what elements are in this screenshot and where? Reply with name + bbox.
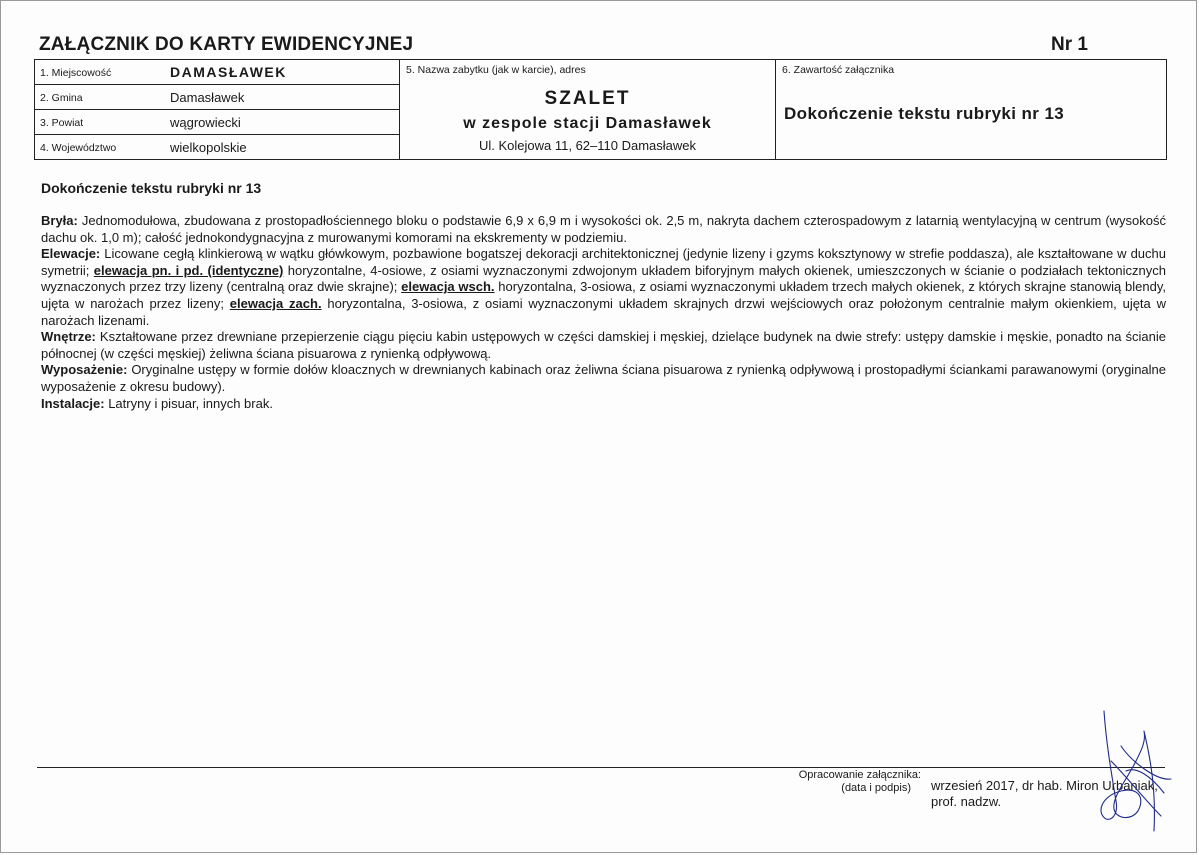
monument-name: SZALET [544,88,631,109]
text-elewacje-3: horyzontalna, 3-osiowa, z osiami wyznaczonymi układem trzech małych okienek, z których skrajne stanowią blendy, ujęta w narożach przez lizeny; [41,279,1166,311]
field-value-miejscowosc: DAMASŁAWEK [170,64,287,80]
contents-cell [776,60,1166,159]
contents-label: 6. Zawartość załącznika [782,64,895,76]
underlined-elewacja-wsch: elewacja wsch. [401,279,495,295]
handwritten-signature [1076,701,1176,841]
field-label: 4. Województwo [40,142,117,154]
footer-divider [37,767,1165,768]
text-wnetrze: Kształtowane przez drewniane przepierzenie ciągu pięciu kabin ustępowych w części damskiej i męskiej, dzielące budynek na dwie strefy: ustępy damskie i męskie, ponadto na ścianie północnej (w części męskiej) żeliwna ściana pisuarowa z rynienką odpływową. [41,329,1166,361]
field-label: 3. Powiat [40,117,84,129]
paragraph-wyposazenie [41,362,1166,395]
section-heading: Dokończenie tekstu rubryki nr 13 [41,180,262,196]
field-row-gmina [35,85,399,110]
text-elewacje-2: horyzontalne, 4-osiowe, z osiami wyznaczonymi zdwojonym układem biforyjnym małych okienek, umieszczonych w ścianie o podziałach tektonicznych wyznaczonych przez trzy lizeny (centralną oraz dwie skrajne); [41,262,1167,295]
text-wyposazenie: Oryginalne ustępy w formie dołów kloacznych w drewnianych kabinach oraz żeliwna ściana pisuarowa z rynienką odpływową i prostopadłymi ściankami parawanowymi (oryginalne wyposażenie z okresu budowy). [41,362,1166,394]
text-instalacje: Latryny i pisuar, innych brak. [104,395,273,411]
field-value-gmina: Damasławek [170,90,245,105]
text-bryla: Jednomodułowa, zbudowana z prostopadłościennego bloku o podstawie 6,9 x 6,9 m i wysokości ok. 2,5 m, nakryta dachem czterospadowym z latarnią wentylacyjną w centrum (wysokość dachu ok. 1,0 m); całość jednokondygnacyjna z murowanymi komorami na ekskrementy w podziemiu. [41,213,1166,245]
paragraph-wnetrze [41,329,1166,362]
keyword-wyposazenie: Wyposażenie: [41,362,128,378]
field-value-wojewodztwo: wielkopolskie [170,140,247,155]
location-fields [35,60,400,159]
keyword-bryla: Bryła: [41,213,78,228]
keyword-wnetrze: Wnętrze: [41,329,96,345]
keyword-instalacje: Instalacje: [41,395,105,411]
document-number: Nr 1 [1051,34,1088,55]
footer-label [781,769,921,795]
text-elewacje-1: Licowane cegłą klinkierową w wątku główkowym, pozbawione bogatszej dekoracji architektonicznej (jedynie lizeny i gzyms koksztynowy w strefie poddasza), ale kształtowane w duchu symetrii; [41,246,1166,278]
footer-author-line2: prof. nadzw. [931,794,1002,809]
field-row-miejscowosc [35,60,399,85]
field-label: 1. Miejscowość [40,67,112,79]
monument-address: Ul. Kolejowa 11, 62–110 Damasławek [478,138,697,153]
paragraph-elewacje [41,246,1166,329]
header-table [34,59,1167,160]
field-row-powiat [35,110,399,135]
monument-cell [400,60,776,159]
field-value-powiat: wągrowiecki [170,115,241,130]
body-text [41,213,1166,412]
keyword-elewacje: Elewacje: [41,246,101,262]
footer-label-line1: Opracowanie załącznika: [798,769,921,781]
paragraph-bryla [41,213,1166,246]
text-elewacje-4: horyzontalna, 3-osiowa, z osiami wyznaczonymi układem skrajnych drzwi wejściowych oraz położonym centralnie małym okienkiem, ujęta w narożach lizenami. [41,295,1166,328]
field-row-wojewodztwo [35,135,399,160]
contents-value: Dokończenie tekstu rubryki nr 13 [784,104,1065,123]
monument-label: 5. Nazwa zabytku (jak w karcie), adres [406,64,586,76]
footer-author-line1: wrzesień 2017, dr hab. Miron Urbaniak, [931,778,1158,793]
monument-subtitle: w zespole stacji Damasławek [463,115,712,132]
document-title: ZAŁĄCZNIK DO KARTY EWIDENCYJNEJ [39,34,414,55]
paragraph-instalacje [41,396,1166,413]
footer-label-line2: (data i podpis) [841,782,911,794]
underlined-elewacja-zach: elewacja zach. [229,295,322,311]
underlined-elewacja-pn-pd: elewacja pn. i pd. (identyczne) [93,262,284,278]
field-label: 2. Gmina [40,92,83,104]
